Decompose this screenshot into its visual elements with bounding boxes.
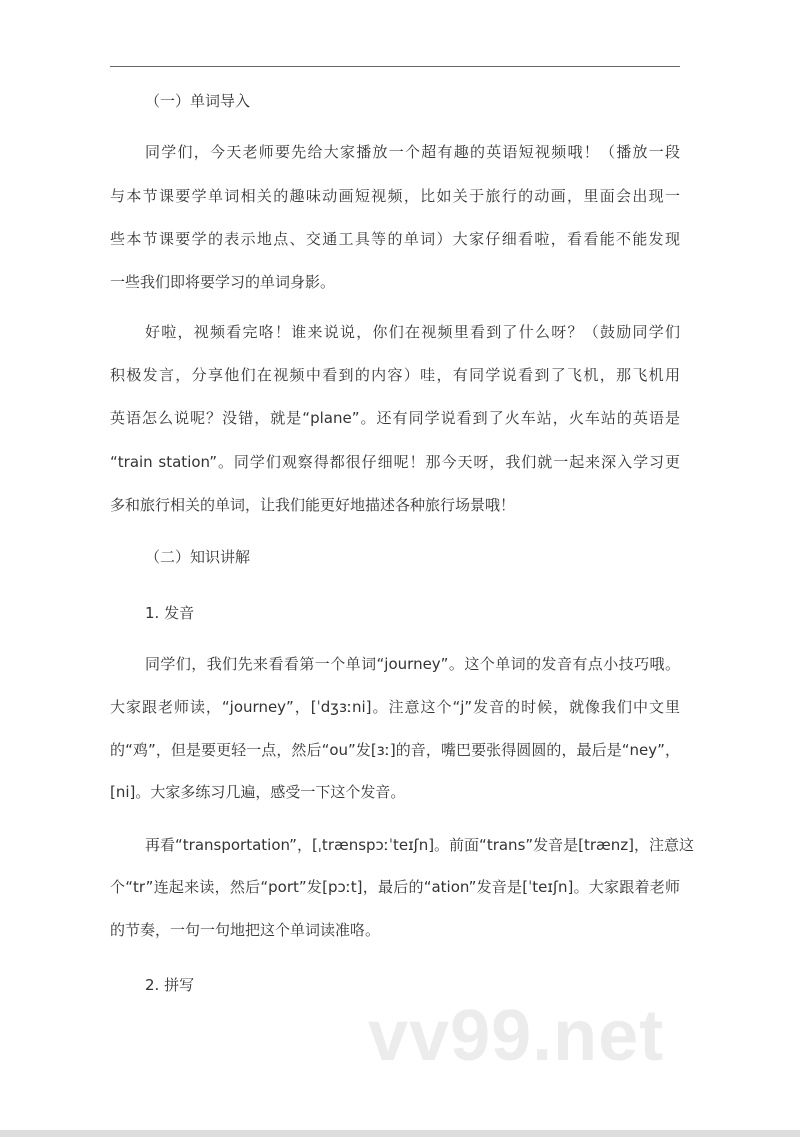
paragraph-line: 同学们，我们先来看看第一个单词“journey”。这个单词的发音有点小技巧哦。 [145,655,680,673]
paragraph-line: 英语怎么说呢？没错，就是“plane”。还有同学说看到了火车站，火车站的英语是 [110,409,680,427]
paragraph-line: 一些我们即将要学习的单词身影。 [110,273,336,291]
watermark: vv99.net [368,996,665,1076]
paragraph-line: [ni]。大家多练习几遍，感受一下这个发音。 [110,783,406,801]
section-heading-vocab-intro: （一）单词导入 [145,92,251,110]
paragraph-line: 与本节课要学单词相关的趣味动画短视频，比如关于旅行的动画，里面会出现一 [110,187,680,205]
paragraph-line: 的“鸡”，但是要更轻一点，然后“ou”发[ɜː]的音，嘴巴要张得圆圆的，最后是“ney”， [110,741,680,759]
paragraph-line: 个“tr”连起来读，然后“port”发[pɔːt]，最后的“ation”发音是[ˈteɪʃn]。大家跟着老师 [110,878,680,896]
paragraph-line: 好啦，视频看完咯！谁来说说，你们在视频里看到了什么呀？（鼓励同学们 [145,323,680,341]
paragraph-line: 多和旅行相关的单词，让我们能更好地描述各种旅行场景哦！ [110,496,516,514]
header-rule [110,66,680,67]
subheading-pronunciation: 1. 发音 [145,604,195,622]
paragraph-line: 再看“transportation”，[ˌtrænspɔːˈteɪʃn]。前面“trans”发音是[trænz]，注意这 [145,836,695,854]
paragraph-line: 同学们，今天老师要先给大家播放一个超有趣的英语短视频哦！（播放一段 [145,143,680,161]
section-heading-knowledge: （二）知识讲解 [145,548,251,566]
paragraph-line: 大家跟老师读，“journey”，[ˈdʒɜːni]。注意这个“j”发音的时候，就像我们中文里 [110,698,680,716]
paragraph-line: 积极发言，分享他们在视频中看到的内容）哇，有同学说看到了飞机，那飞机用 [110,366,680,384]
paragraph-line: 的节奏，一句一句地把这个单词读准咯。 [110,921,381,939]
page-bottom-edge [0,1130,800,1137]
paragraph-line: “train station”。同学们观察得都很仔细呢！那今天呀，我们就一起来深入学习更 [110,453,680,471]
subheading-spelling: 2. 拼写 [145,976,195,994]
paragraph-line: 些本节课要学的表示地点、交通工具等的单词）大家仔细看啦，看看能不能发现 [110,230,680,248]
